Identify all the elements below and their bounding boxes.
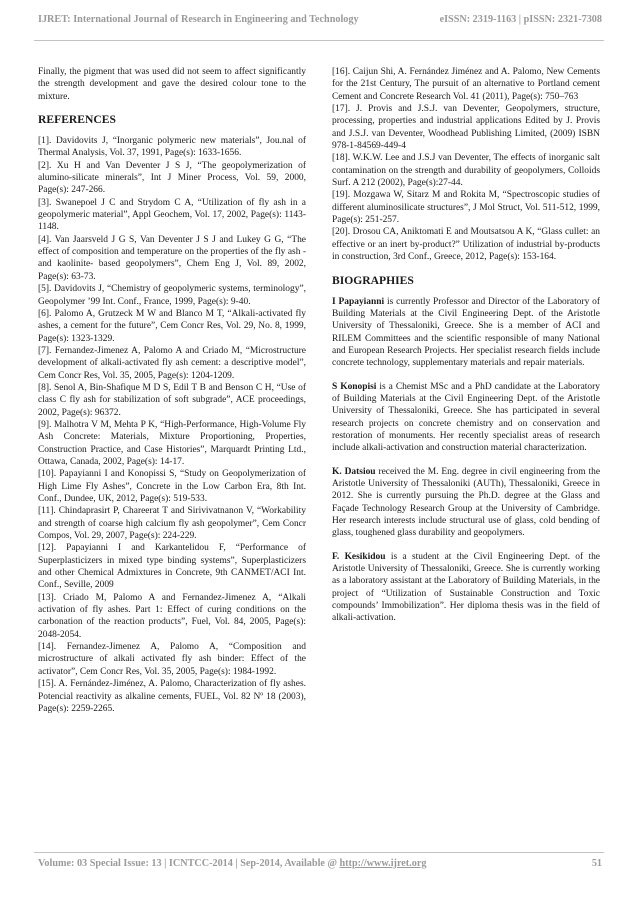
biographies-list <box>332 296 600 625</box>
reference-item: [15]. A. Fernández-Jiménez, A. Palomo, Characterization of fly ashes. Potencial reactivity as alkaline cements, FUEL, Vol. 82 Nº 18 (2003), Page(s): 2259-2265. <box>38 679 306 714</box>
biography-paragraph <box>332 466 600 540</box>
journal-website-link[interactable]: http://www.ijret.org <box>339 858 427 869</box>
left-column <box>38 66 306 715</box>
reference-item: [5]. Davidovits J, “Chemistry of geopolymeric systems, terminology”, Geopolymer ’99 Int. Conf., France, 1999, Page(s): 9-40. <box>38 284 306 307</box>
biography-name: I Papayianni <box>332 296 385 307</box>
references-heading: REFERENCES <box>38 113 116 127</box>
reference-item: [11]. Chindaprasirt P, Chareerat T and Sirivivatnanon V, “Workability and strength of coarse high calcium fly ash geopolymer”, Cem Concr Compos, Vol. 29, 2007, Page(s): 224-229. <box>38 506 306 542</box>
biography-paragraph <box>332 296 600 370</box>
references-list-right <box>332 66 600 264</box>
reference-item: [3]. Swanepoel J C and Strydom C A, “Utilization of fly ash in a geopolymeric material”, Appl Geochem, Vol. 17, 2002, Page(s): 1143-1148. <box>38 197 306 233</box>
reference-item: [20]. Drosou CA, Aniktomati E and Moutsatsou A K, “Glass cullet: an effective or an inert by-product?” Utilization of industrial by-products in construction, 3rd Conf., Greece, 2012, Page(s): 153-164. <box>332 227 600 263</box>
reference-item: [2]. Xu H and Van Deventer J S J, “The geopolymerization of alumino-silicate minerals”, Int J Miner Process, Vol. 59, 2000, Page(s): 247-266. <box>38 160 306 196</box>
reference-item: [4]. Van Jaarsveld J G S, Van Deventer J S J and Lukey G G, “The effect of composition and temperature on the properties of the fly ash -and kaolinite- based geopolymers”, Chem Eng J, Vol. 89, 2002, Page(s): 63-73. <box>38 234 306 282</box>
page-footer <box>38 858 602 874</box>
reference-item: [6]. Palomo A, Grutzeck M W and Blanco M T, “Alkali-activated fly ashes, a cement for the future”, Cem Concr Res, Vol. 29, No. 8, 1999, Page(s): 1323-1329. <box>38 308 306 344</box>
reference-item: [7]. Fernandez-Jimenez A, Palomo A and Criado M, “Microstructure development of alkali-activated fly ash cement: a descriptive model”, Cem Concr Res, Vol. 35, 2005, Page(s): 1204-1209. <box>38 345 306 381</box>
biography-text: is currently Professor and Director of the Laboratory of Building Materials at the Civil Engineering Dept. of the Aristotle University of Thessaloniki, Greece. She is a member of ACI and RILEM Committees and the scientific responsible of many National and European Research Projects. Her specialist research fields include concrete technology, supplementary materials and repair materials. <box>332 296 600 369</box>
right-column <box>332 66 600 636</box>
reference-item: [18]. W.K.W. Lee and J.S.J van Deventer, The effects of inorganic salt contamination on the strength and durability of geopolymers, Colloids Surf. A 212 (2002), Page(s):27-44. <box>332 153 600 189</box>
reference-item: [16]. Caijun Shi, A. Fernández Jiménez and A. Palomo, New Cements for the 21st Century, The pursuit of an alternative to Portland cement Cement and Concrete Research Vol. 41 (2011), Page(s): 750–763 <box>332 67 600 102</box>
intro-paragraph: Finally, the pigment that was used did not seem to affect significantly the strength development and gave the desired colour tone to the mixture. <box>38 67 306 102</box>
biography-text: is a student at the Civil Engineering Dept. of the Aristotle University of Thessaloniki, Greece. She is currently working as a laboratory assistant at the Laboratory of Building Materials, in the project of “Utilization of Sustainable Construction and Toxic compounds’ Immobilization”. Her diploma thesis was in the field of alkali-activation. <box>332 551 600 624</box>
biography-name: K. Datsiou <box>332 466 376 477</box>
reference-item: [12]. Papayianni I and Karkantelidou F, “Performance of Superplasticizers in mixed type binding systems”, Superplasticizers and other Chemical Admixtures in Concrete, 9th CANMET/ACI Int. Conf., Seville, 2009 <box>38 543 306 591</box>
biography-text: is a Chemist MSc and a PhD candidate at the Laboratory of Building Materials at the Civil Engineering Dept. of the Aristotle University of Thessaloniki, Greece. She has participated in several research projects on concrete chemistry and on conservation and restoration of monuments. Her recently specialist areas of research include alkali-activation and construction material characterization. <box>332 381 600 454</box>
references-list-left <box>38 135 306 715</box>
reference-item: [1]. Davidovits J, “Inorganic polymeric new materials”, Jou.nal of Thermal Analysis, Vol. 37, 1991, Page(s): 1633-1656. <box>38 136 306 159</box>
footer-divider <box>34 852 604 853</box>
journal-title: IJRET: International Journal of Research in Engineering and Technology <box>38 14 359 25</box>
biography-text: received the M. Eng. degree in civil engineering from the Aristotle University of Thessaloniki (AUTh), Thessaloniki, Greece in 2012. She is currently pursuing the Ph.D. degree at the Glass and Façade Technology Research Group at the University of Cambridge. Her research interests include structural use of glass, cold bending of glass, toughened glass durability and geopolymers. <box>332 466 601 539</box>
reference-item: [8]. Senol A, Bin-Shafique M D S, Edil T B and Benson C H, “Use of class C fly ash for stabilization of soft subgrade”, ACE proceedings, 2002, Page(s): 96372. <box>38 382 306 418</box>
biography-paragraph <box>332 381 600 455</box>
header-divider <box>34 40 604 41</box>
biography-paragraph <box>332 551 600 625</box>
reference-item: [19]. Mozgawa W, Sitarz M and Rokita M, “Spectroscopic studies of different aluminosilicate structures”, J Mol Struct, Vol. 511-512, 1999, Page(s): 251-257. <box>332 190 600 226</box>
issn: eISSN: 2319-1163 | pISSN: 2321-7308 <box>439 14 602 25</box>
biography-name: S Konopisi <box>332 381 377 392</box>
reference-item: [9]. Malhotra V M, Mehta P K, “High-Performance, High-Volume Fly Ash Concrete: Materials, Mixture Proportioning, Properties, Construction Practice, and Case Histories”, Marquardt Printing Ltd., Ottawa, Canada, 2002, Page(s): 14-17. <box>38 419 306 467</box>
biography-name: F. Kesikidou <box>332 551 386 562</box>
biographies-heading: BIOGRAPHIES <box>332 273 414 287</box>
reference-item: [14]. Fernandez-Jimenez A, Palomo A, “Composition and microstructure of alkali activated fly ash binder: Effect of the activator”, Cem Concr Res, Vol. 35, 2005, Page(s): 1984-1992. <box>38 642 306 677</box>
reference-item: [13]. Criado M, Palomo A and Fernandez-Jimenez A, “Alkali activation of fly ashes. Part 1: Effect of curing conditions on the carbonation of the reaction products”, Fuel, Vol. 84, 2005, Page(s): 2048-2054. <box>38 592 306 640</box>
reference-item: [10]. Papayianni I and Konopissi S, “Study on Geopolymerization of High Lime Fly Ashes”, Concrete in the Low Carbon Era, 8th Int. Conf., Dundee, UK, 2012, Page(s): 519-533. <box>38 469 306 504</box>
footer-volume-info: Volume: 03 Special Issue: 13 | ICNTCC-2014 | Sep-2014, Available @ http://www.ijret.org <box>38 858 427 869</box>
page-number: 51 <box>591 858 602 869</box>
page-header <box>38 14 602 34</box>
reference-item: [17]. J. Provis and J.S.J. van Deventer, Geopolymers, structure, processing, properties and industrial applications Edited by J. Provis and J.S.J. van Deventer, Woodhead Publishing Limited, (2009) ISBN 978-1-84569-449-4 <box>332 104 600 152</box>
